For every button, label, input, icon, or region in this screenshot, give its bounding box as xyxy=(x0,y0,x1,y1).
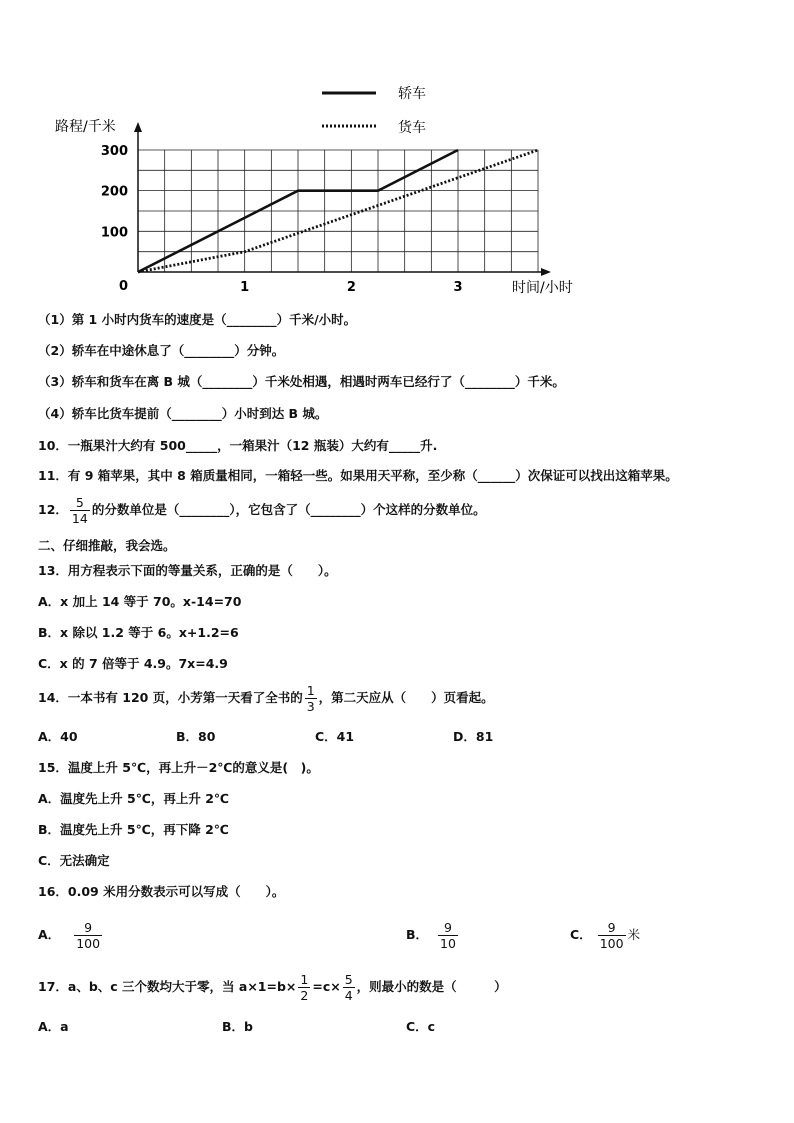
question-17-option-c: C．c xyxy=(406,1019,436,1034)
question-15-option-b: B．温度先上升 5℃，再下降 2℃ xyxy=(38,822,229,837)
question-9-1: （1）第 1 小时内货车的速度是（________）千米/小时。 xyxy=(38,312,357,327)
question-14-option-b: B．80 xyxy=(176,729,216,744)
question-15-option-c: C．无法确定 xyxy=(38,853,110,868)
chart-grid xyxy=(138,150,538,272)
x-axis-arrow xyxy=(541,268,551,276)
legend-car-label: 轿车 xyxy=(398,86,426,102)
question-17: 17．a、b、c 三个数均大于零，当 a×1=b× $\frac{1}{2}$ =c× $\frac{5}{4}$ ，则最小的数是（ ） xyxy=(38,972,507,1003)
y-axis-arrow xyxy=(134,122,142,132)
fraction-1-2: $\frac{1}{2}$ xyxy=(300,972,309,1003)
question-14-option-d: D．81 xyxy=(453,729,494,744)
question-11: 11．有 9 箱苹果，其中 8 箱质量相同，一箱轻一些。如果用天平称，至少称（______）次保证可以找出这箱苹果。 xyxy=(38,468,678,483)
question-16-option-c: C． $\frac{9}{100}$ 米 xyxy=(570,920,641,951)
section-2-title: 二、仔细推敲，我会选。 xyxy=(38,538,176,553)
question-13-option-c: C．x 的 7 倍等于 4.9。7x=4.9 xyxy=(38,656,228,671)
legend-truck-label: 货车 xyxy=(398,120,426,136)
y-tick-label: 300 xyxy=(100,143,128,159)
question-15-option-a: A．温度先上升 5℃，再上升 2℃ xyxy=(38,791,230,806)
question-12: 12． $\frac{5}{14}$ 的分数单位是（________），它包含了（________）个这样的分数单位。 xyxy=(38,495,486,526)
y-tick-label: 200 xyxy=(100,184,128,200)
x-axis-label: 时间/小时 xyxy=(512,280,573,296)
question-16-option-b: B． $\frac{9}{10}$ xyxy=(406,920,456,951)
question-13: 13．用方程表示下面的等量关系，正确的是（ ）。 xyxy=(38,563,337,578)
question-16-option-a: A． $\frac{9}{100}$ xyxy=(38,920,101,951)
question-10: 10．一瓶果汁大约有 500_____，一箱果汁（12 瓶装）大约有_____升. xyxy=(38,438,438,453)
question-13-option-a: A．x 加上 14 等于 70。x-14=70 xyxy=(38,594,242,609)
question-14-option-c: C．41 xyxy=(315,729,355,744)
x-tick-label: 3 xyxy=(453,280,463,295)
question-17-option-a: A．a xyxy=(38,1019,69,1034)
fraction-5-4: $\frac{5}{4}$ xyxy=(344,972,353,1003)
question-9-2: （2）轿车在中途休息了（________）分钟。 xyxy=(38,343,285,358)
question-14: 14．一本书有 120 页，小芳第一天看了全书的 $\frac{1}{3}$ ，第二天应从（ ）页看起。 xyxy=(38,683,494,714)
fraction-1-3: $\frac{1}{3}$ xyxy=(306,683,315,714)
question-9-4: （4）轿车比货车提前（________）小时到达 B 城。 xyxy=(38,406,328,421)
question-15: 15．温度上升 5℃，再上升－2℃的意义是( )。 xyxy=(38,760,319,775)
question-13-option-b: B．x 除以 1.2 等于 6。x+1.2=6 xyxy=(38,625,239,640)
question-14-option-a: A．40 xyxy=(38,729,78,744)
question-17-option-b: B．b xyxy=(222,1019,253,1034)
distance-time-chart xyxy=(0,0,794,310)
fraction-5-14: $\frac{5}{14}$ xyxy=(71,495,88,526)
y-tick-label: 100 xyxy=(100,225,128,241)
question-9-3: （3）轿车和货车在离 B 城（________）千米处相遇，相遇时两车已经行了（________）千米。 xyxy=(38,374,565,389)
question-16: 16．0.09 米用分数表示可以写成（ ）。 xyxy=(38,884,285,899)
y-axis-label: 路程/千米 xyxy=(55,119,116,135)
origin-label: 0 xyxy=(119,279,129,294)
x-tick-label: 2 xyxy=(346,280,356,295)
x-tick-label: 1 xyxy=(240,280,250,295)
